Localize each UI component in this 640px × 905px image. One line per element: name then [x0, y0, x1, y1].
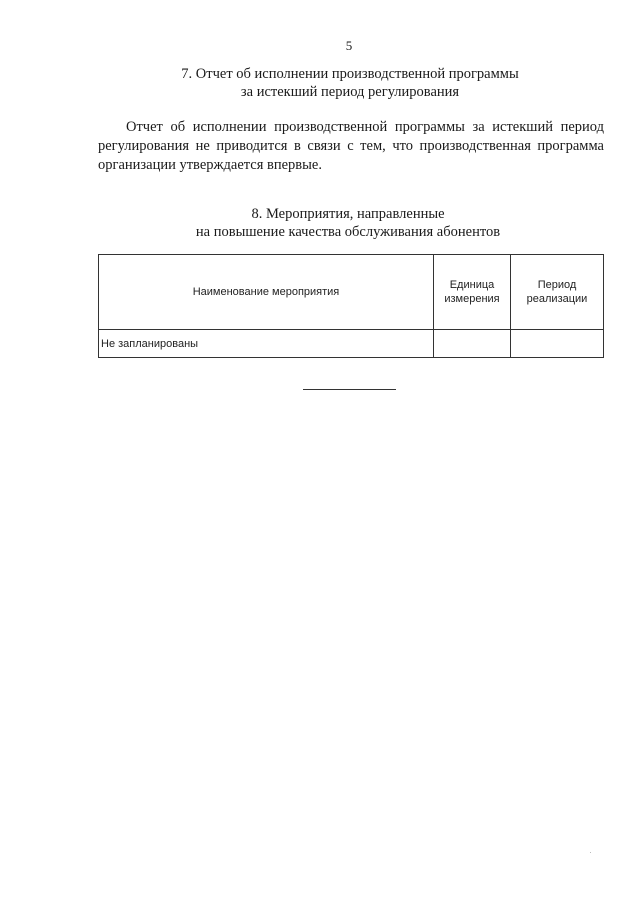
page-number: 5	[345, 38, 353, 53]
header-unit-line-1: Единица	[449, 279, 495, 291]
cell-unit	[434, 330, 511, 358]
paragraph-line-1: Отчет об исполнении производственной программы за истекший период	[126, 119, 604, 135]
section-8-heading-line-2: на повышение качества обслуживания абонентов	[195, 224, 501, 240]
header-period	[511, 255, 604, 330]
header-period-line-1: Период	[537, 279, 577, 291]
header-measure-name: Наименование мероприятия	[99, 255, 434, 330]
cell-measure-name: Не запланированы	[99, 330, 434, 358]
table-header-row	[99, 255, 604, 330]
section-8-heading	[0, 205, 640, 241]
section-7-heading	[0, 65, 640, 101]
section-7-heading-line-1: 7. Отчет об исполнении производственной программы	[181, 66, 519, 82]
header-unit	[434, 255, 511, 330]
header-period-line-2: реализации	[526, 293, 588, 305]
section-7-heading-line-2: за истекший период регулирования	[240, 84, 460, 100]
cell-period	[511, 330, 604, 358]
table-row	[99, 330, 604, 358]
paragraph-line-2: регулирования не приводится в связи с тем, что производственная программа	[98, 138, 604, 154]
section-7-paragraph	[98, 118, 604, 175]
header-unit-line-2: измерения	[444, 293, 500, 305]
section-8-heading-line-1: 8. Мероприятия, направленные	[251, 206, 445, 222]
measures-table	[98, 254, 604, 358]
end-separator-line	[303, 389, 396, 390]
scan-speck	[590, 852, 591, 853]
paragraph-line-3: организации утверждается впервые.	[98, 157, 322, 173]
